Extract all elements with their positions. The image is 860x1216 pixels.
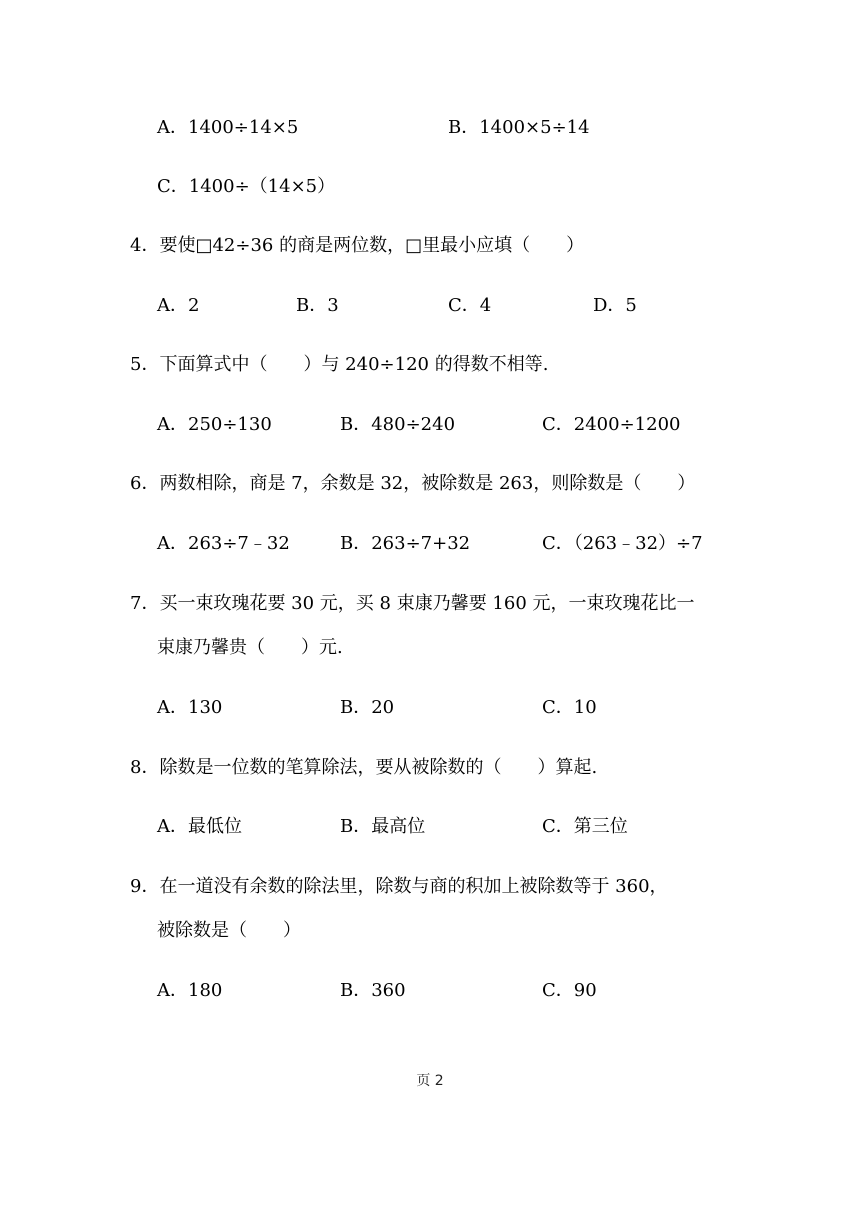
q9-text: 在一道没有余数的除法里，除数与商的积加上被除数等于 360， <box>159 876 668 897</box>
q8-option-a: A．最低位 <box>157 816 242 837</box>
q9-number: 9． <box>130 876 160 897</box>
q7-number: 7． <box>130 593 160 614</box>
q7-option-c: C．10 <box>542 697 597 718</box>
q4-option-d: D．5 <box>593 295 637 316</box>
q3-option-c: C．1400÷（14×5） <box>157 176 336 197</box>
q4-number: 4． <box>130 235 160 256</box>
q9-stem-line2: 被除数是（ ） <box>157 920 301 941</box>
q8-option-c: C．第三位 <box>542 816 628 837</box>
q5-stem <box>130 353 548 377</box>
q6-stem <box>130 472 695 496</box>
q9-option-c: C．90 <box>542 980 597 1001</box>
q6-option-c: C．（263﹣32）÷7 <box>542 533 703 554</box>
page-number: 页 2 <box>416 1073 444 1089</box>
q7-option-a: A．130 <box>157 697 223 718</box>
q4-option-a: A．2 <box>157 295 200 316</box>
q5-option-b: B．480÷240 <box>340 414 456 435</box>
q8-stem <box>130 756 597 780</box>
q5-number: 5． <box>130 354 160 375</box>
q7-text: 买一束玫瑰花要 30 元，买 8 束康乃馨要 160 元，一束玫瑰花比一 <box>159 593 695 614</box>
q8-option-b: B．最高位 <box>340 816 426 837</box>
q7-stem-line1 <box>130 592 695 616</box>
q4-stem <box>130 234 584 258</box>
q6-number: 6． <box>130 473 160 494</box>
q7-stem-line2: 束康乃馨贵（ ）元. <box>157 637 343 658</box>
q4-option-b: B．3 <box>296 295 339 316</box>
q6-text: 两数相除，商是 7，余数是 32，被除数是 263，则除数是（ ） <box>159 473 696 494</box>
q8-text: 除数是一位数的笔算除法，要从被除数的（ ）算起. <box>159 757 598 778</box>
q6-option-b: B．263÷7+32 <box>340 533 471 554</box>
q5-option-a: A．250÷130 <box>157 414 272 435</box>
q4-text: 要使□42÷36 的商是两位数，□里最小应填（ ） <box>159 235 585 256</box>
q9-stem-line1 <box>130 875 668 899</box>
q7-option-b: B．20 <box>340 697 395 718</box>
q5-option-c: C．2400÷1200 <box>542 414 681 435</box>
q9-option-b: B．360 <box>340 980 406 1001</box>
q5-text: 下面算式中（ ）与 240÷120 的得数不相等. <box>159 354 549 375</box>
q4-option-c: C．4 <box>448 295 492 316</box>
q3-option-a: A．1400÷14×5 <box>157 117 299 138</box>
q8-number: 8． <box>130 757 160 778</box>
q9-option-a: A．180 <box>157 980 223 1001</box>
q6-option-a: A．263÷7﹣32 <box>157 533 290 554</box>
q3-option-b: B．1400×5÷14 <box>448 117 590 138</box>
